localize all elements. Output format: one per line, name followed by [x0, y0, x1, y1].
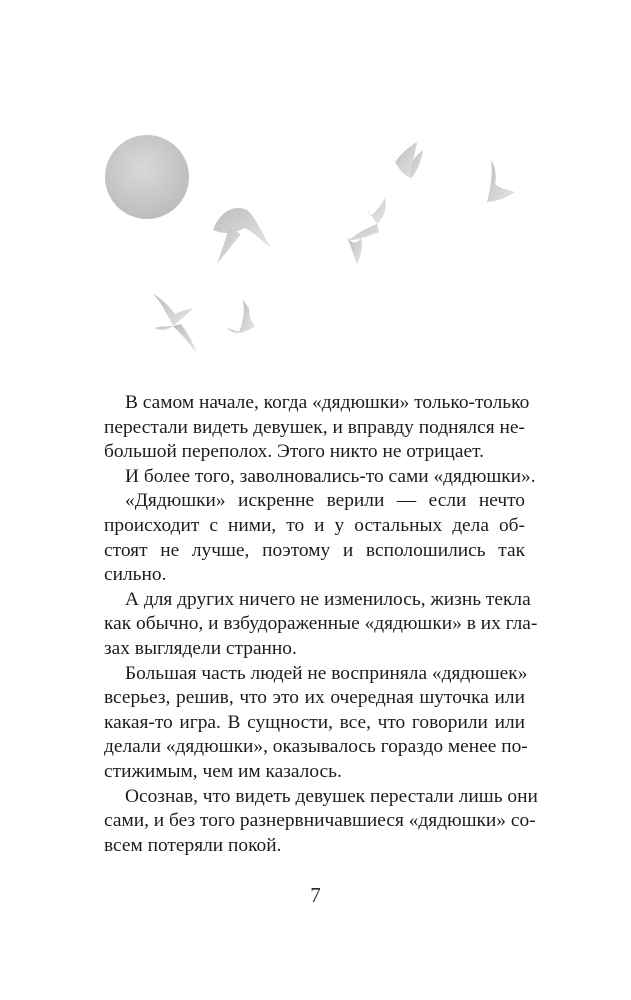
text-line: Большая часть людей не восприняла «дядюшек»: [125, 662, 528, 684]
text-line: сами, и без того разнервничавшиеся «дядюшки» со-: [104, 810, 536, 832]
bird-icon: [227, 300, 255, 333]
text-line: всерьез, решив, что это их очередная шуточка или: [104, 687, 525, 709]
bird-icon: [487, 160, 515, 202]
text-line: большой переполох. Этого никто не отрицает.: [104, 441, 484, 463]
page-number: 7: [310, 883, 321, 907]
paragraph: [104, 391, 530, 465]
bird-icon: [347, 238, 362, 264]
text-line: какая-то игра. В сущности, все, что говорили или: [104, 711, 525, 733]
text-line: «Дядюшки» искренне верили — если нечто: [125, 490, 525, 512]
paragraph: [104, 662, 528, 785]
body-text: [104, 391, 538, 858]
moon-and-birds-illustration: [95, 120, 535, 370]
text-line: зах выглядели странно.: [104, 637, 297, 659]
paragraph: [104, 465, 536, 490]
text-line: всем потеряли покой.: [104, 834, 282, 856]
text-line: В самом начале, когда «дядюшки» только-только: [125, 392, 530, 413]
text-line: стижимым, чем им казалось.: [104, 760, 342, 782]
bird-icon: [395, 142, 423, 178]
text-line: происходит с ними, то и у остальных дела об-: [104, 514, 525, 536]
bird-icon: [349, 192, 386, 240]
bird-icon: [213, 208, 271, 264]
text-line: как обычно, и взбудораженные «дядюшки» в их гла-: [104, 613, 538, 635]
text-line: А для других ничего не изменилось, жизнь текла: [125, 588, 531, 610]
paragraph: [104, 785, 538, 859]
text-line: стоят не лучше, поэтому и всполошились так: [104, 539, 525, 561]
paragraph: [104, 489, 525, 587]
text-line: делали «дядюшки», оказывалось гораздо менее по-: [104, 736, 528, 758]
moon-icon: [105, 135, 189, 219]
text-line: И более того, заволновались-то сами «дядюшки».: [125, 465, 536, 487]
bird-icon: [153, 294, 197, 354]
text-line: Осознав, что видеть девушек перестали лишь они: [125, 785, 538, 807]
text-line: сильно.: [104, 564, 167, 586]
text-line: перестали видеть девушек, и вправду поднялся не-: [104, 416, 525, 438]
paragraph: [104, 588, 538, 662]
